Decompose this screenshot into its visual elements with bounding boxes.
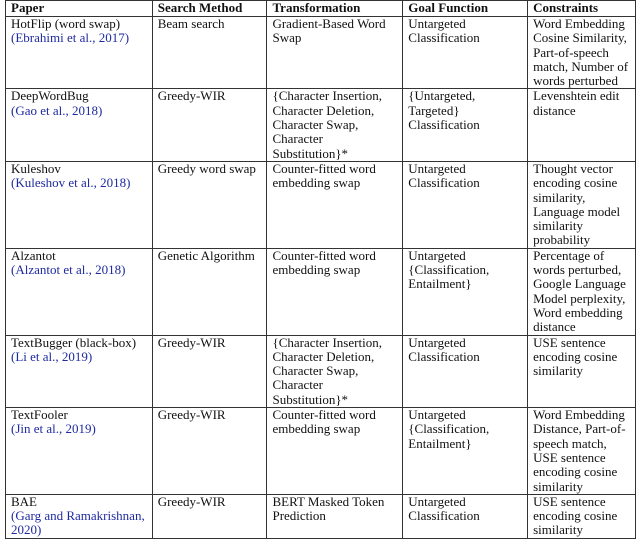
table-row bbox=[6, 161, 636, 248]
cell-goal: Untargeted Classification bbox=[403, 161, 528, 248]
cell-search: Greedy-WIR bbox=[152, 335, 267, 407]
citation-link[interactable]: (Alzantot et al., 2018) bbox=[11, 262, 126, 278]
cell-goal: Untargeted Classification bbox=[403, 17, 528, 89]
citation-link[interactable]: (Jin et al., 2019) bbox=[11, 421, 96, 437]
header-constraints: Constraints bbox=[528, 1, 636, 17]
attack-comparison-table bbox=[5, 0, 636, 539]
cell-search: Greedy-WIR bbox=[152, 408, 267, 495]
header-row bbox=[6, 1, 636, 17]
paper-name: DeepWordBug bbox=[11, 88, 89, 104]
paper-name: Kuleshov bbox=[11, 160, 61, 176]
table-row bbox=[6, 17, 636, 89]
table-row bbox=[6, 89, 636, 161]
cell-transform: {Character Insertion, Character Deletion, Character Swap, Character Substitution}* bbox=[267, 335, 403, 407]
cell-constraints: USE sentence encoding cosine similarity bbox=[528, 335, 636, 407]
citation-link[interactable]: (Ebrahimi et al., 2017) bbox=[11, 30, 130, 46]
citation-link[interactable]: (Kuleshov et al., 2018) bbox=[11, 175, 131, 191]
cell-goal: Untargeted Classification bbox=[403, 494, 528, 538]
cell-transform: {Character Insertion, Character Deletion, Character Swap, Character Substitution}* bbox=[267, 89, 403, 161]
table-row bbox=[6, 248, 636, 335]
cell-search: Genetic Algorithm bbox=[152, 248, 267, 335]
cell-search: Beam search bbox=[152, 17, 267, 89]
citation-link[interactable]: (Garg and Ramakrishnan, 2020) bbox=[11, 508, 145, 538]
citation-link[interactable]: (Gao et al., 2018) bbox=[11, 102, 103, 118]
cell-transform: BERT Masked Token Prediction bbox=[267, 494, 403, 538]
cell-search: Greedy-WIR bbox=[152, 89, 267, 161]
cell-constraints: Word Embedding Distance, Part-of-speech match, USE sentence encoding cosine similarity bbox=[528, 408, 636, 495]
header-goal-function: Goal Function bbox=[403, 1, 528, 17]
table-row bbox=[6, 408, 636, 495]
table-row bbox=[6, 335, 636, 407]
cell-goal: {Untargeted, Targeted} Classification bbox=[403, 89, 528, 161]
cell-transform: Counter-fitted word embedding swap bbox=[267, 408, 403, 495]
paper-name: HotFlip (word swap) bbox=[11, 16, 121, 31]
cell-paper bbox=[6, 161, 153, 248]
cell-search: Greedy word swap bbox=[152, 161, 267, 248]
cell-paper bbox=[6, 408, 153, 495]
cell-paper bbox=[6, 494, 153, 538]
cell-constraints: Levenshtein edit distance bbox=[528, 89, 636, 161]
header-search-method: Search Method bbox=[152, 1, 267, 17]
cell-paper bbox=[6, 248, 153, 335]
cell-paper bbox=[6, 17, 153, 89]
paper-name: TextBugger (black-box) bbox=[11, 334, 137, 350]
paper-name: Alzantot bbox=[11, 247, 56, 263]
cell-transform: Gradient-Based Word Swap bbox=[267, 17, 403, 89]
cell-transform: Counter-fitted word embedding swap bbox=[267, 248, 403, 335]
cell-constraints: Word Embedding Cosine Similarity, Part-of-speech match, Number of words perturbed bbox=[528, 17, 636, 89]
cell-goal: Untargeted {Classification, Entailment} bbox=[403, 248, 528, 335]
paper-name: TextFooler bbox=[11, 407, 68, 423]
header-paper: Paper bbox=[6, 1, 153, 17]
cell-constraints: Thought vector encoding cosine similarity, Language model similarity probability bbox=[528, 161, 636, 248]
cell-constraints: USE sentence encoding cosine similarity bbox=[528, 494, 636, 538]
table-row bbox=[6, 494, 636, 538]
cell-transform: Counter-fitted word embedding swap bbox=[267, 161, 403, 248]
cell-paper bbox=[6, 335, 153, 407]
citation-link[interactable]: (Li et al., 2019) bbox=[11, 348, 93, 364]
cell-goal: Untargeted {Classification, Entailment} bbox=[403, 408, 528, 495]
cell-search: Greedy-WIR bbox=[152, 494, 267, 538]
cell-goal: Untargeted Classification bbox=[403, 335, 528, 407]
cell-paper bbox=[6, 89, 153, 161]
header-transformation: Transformation bbox=[267, 1, 403, 17]
paper-name: BAE bbox=[11, 493, 37, 509]
cell-constraints: Percentage of words perturbed, Google Language Model perplexity, Word embedding distance bbox=[528, 248, 636, 335]
